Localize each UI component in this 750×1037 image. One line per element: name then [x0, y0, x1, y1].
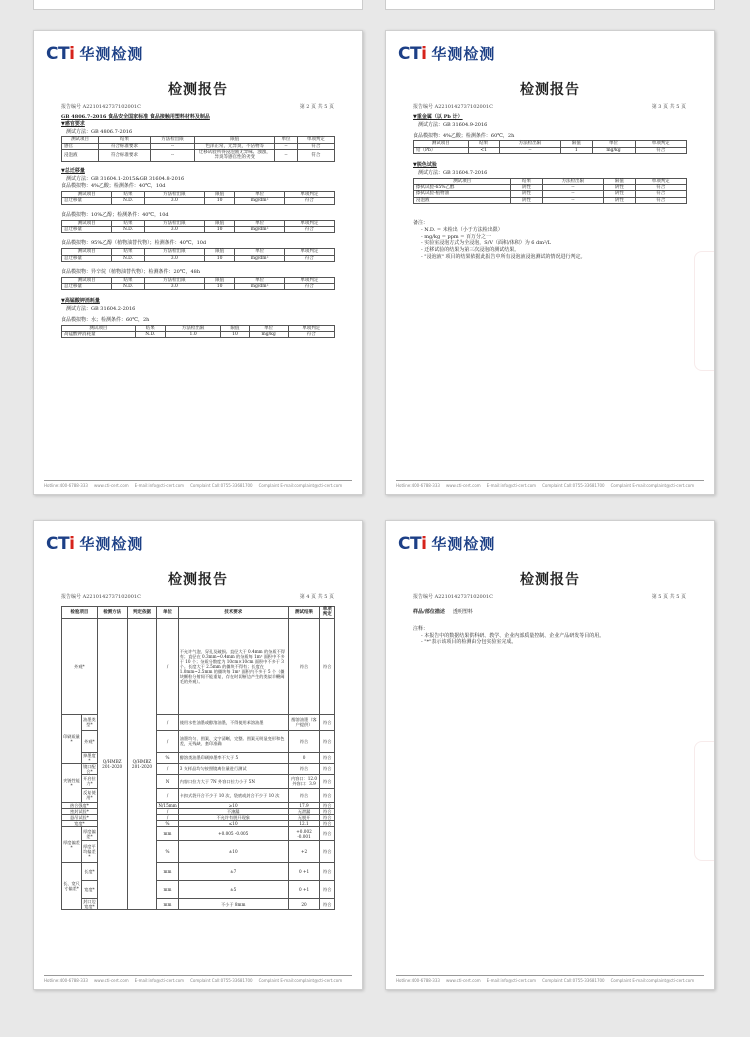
- performance-table: 检验项目 检测方法 判定依据 单位 技术要求 测试结果 单项判定 外观* Q/HMBZ 201-2020 Q/HMBZ 201-2020 / 不允许气泡、穿孔及破损。直径大于 0.4mm 的杂质不得有；直径在 0.3mm~0.4mm 的杂质每 1m² 面积中不多于 10 个；杂质分散度为 10cm×10cm 面积中不多于 3 个。长度大于 2.5mm 的僵块不得有；长度在 1.0mm~2.5mm 的僵块每 1m² 面积内不多于 5 个（僵块颗粒分射间不能重复，存在时切断边产生的类似羊鞭阔毛的外观）。 符合 符合 印刷质量* 油墨类型* / 使用水性油墨或醇溶油墨，不得使用苯溶油墨 醇溶油墨（客户提供） 符合 外观* / 油墨均匀、图案、文字清晰，完整。图案无明显变形和色差，无残缺、套印准确 符合 符合 掉墨度* % 醇溶类油墨印刷掉墨率不大于 5 0 符合 夹链性能* 镜口配合* / 3 支样品均匀按照镜离位量进行测试 符合 符合 开启拉力* N 内容口拉力大于 7N 外容口拉力小于 5N 内容口：12.0 外容口：3.9 符合 反复使用* / 卡扣式袋开合不少于 10 次，袋底或封合不少于 10 次 符合 符合 热合强度* N/15mm ≥10 17.9 符合 密封试验* / 不渗漏 无泄漏 符合 悬吊试验* / 不允许有脱开现象 无脱开 符合 宽度* % ≤10 12.1 符合 厚度偏差* 厚度偏差* mm +0.005 -0.005 +0.002 -0.001 符合 厚度平均偏差* % ±10 +2 符合 长、宽尺寸偏差* 长度* mm ±7 0 +1 符合 宽度* mm ±5 0 +1 符合 封口边宽度* mm 不小于 8mm 20 符合: [61, 606, 335, 910]
- sensory-table: 测试项目 结果 方法检出限 限值 单位 单项判定 感官 符合标准要求 -- 色泽正常，无异臭，不洁物等 -- 符合 浸泡液 符合标准要求 -- 迁移试验所得浸泡液无异味、浊浊，异臭等感官性的劣变 -- 符合: [61, 136, 335, 162]
- page-footer: Hotline:400-6788-333 www.cti-cert.com E-mail:info@cti-cert.com Complaint Call:0755-33681700 Complaint E-mail:complaint@cti-cert.com: [396, 480, 704, 488]
- table-row: 外观* Q/HMBZ 201-2020 Q/HMBZ 201-2020 / 不允许气泡、穿孔及破损。直径大于 0.4mm 的杂质不得有；直径在 0.3mm~0.4mm 的杂质每 1m² 面积中不多于 10 个；杂质分散度为 10cm×10cm 面积中不多于 3 个。长度大于 2.5mm 的僵块不得有；长度在 1.0mm~2.5mm 的僵块每 1m² 面积内不多于 5 个（僵块颗粒分射间不能重复，存在时切断边产生的类似羊鞭阔毛的外观）。 符合 符合: [62, 618, 335, 714]
- notes: 备注： - N.D. = 未检出（小于方法检出限） - mg/kg = ppm = 百万分之一 - 实验室浸泡方式为全浸泡，S/V（面积/体积）为 6 dm²/L - 迁移试验的结果为第三次浸泡的测试结果。 - "浸泡液" 项目的结果依据此报告中所有浸泡液浸泡测试的情况进行判定。: [413, 220, 586, 260]
- table-row: 擦拭试验-植物油 阴性 -- 阴性 符合: [414, 191, 687, 197]
- table-row: 擦拭试验-65%乙醇 阴性 -- 阴性 符合: [414, 184, 687, 190]
- report-number: 报告编号 A2210142737102001C: [413, 104, 493, 110]
- section-subtitle: ▼总迁移量: [61, 167, 85, 174]
- table-row: 铅（Pb） <1 -- 1 mg/kg 符合: [414, 147, 687, 153]
- page-title: 检测报告: [520, 572, 580, 588]
- sample-description: 样品/部位描述 透明塑料: [413, 609, 473, 615]
- table-row: 反复使用* / 卡扣式袋开合不少于 10 次，袋底或封合不少于 10 次 符合 符合: [62, 788, 335, 802]
- report-body: GB 4806.7-2016 食品安全国家标准 食品接触用塑料材料及制品 ▼感官要求 测试方法：GB 4806.7-2016 测试项目 结果 方法检出限 限值 单位 单项判定 感官 符合标准要求 -- 色泽正常，无异臭，不洁物等 -- 符合 浸泡液 符合标准要求 -- 迁移试验所得浸泡液无异味、浊浊，异臭等感官性的劣变 -- 符合 ▼总迁移量 测试方法：GB 31604.1-2015&GB 31604.8-2016 食品模拟物：4%乙酸；检测条件：40℃，10d 测试项目 结果 方法检出限 限值 单位 单项判定 总迁移量 N.D. 3.0 10 mg/dm² 符合 食品模拟物：10%乙醇；检测条件：40℃，10d 测试项目 结果 方法检出限 限值 单位 单项判定 总迁移量 N.D. 3.0 10 mg/dm² 符合 食品模拟物：95%乙醇（植物油替代物）；检测条件：40℃，10d 测试项目 结果 方法检出限 限值 单位 单项判定 总迁移量 N.D. 3.0 10 mg/dm² 符合 食品模拟物：异辛烷（植物油替代物）；检测条件：20℃，48h 测试项目 结果 方法检出限 限值 单位 单项判定 总迁移量 N.D. 3.0 10 mg/dm² 符合 ▼高锰酸钾消耗量 测试方法：GB 31604.2-2016 食品模拟物：水；检测条件：60℃，2h 测试项目 结果 方法检出限 限值 单位 单项判定 高锰酸钾消耗量 N.D. 1.0 10 mg/kg 符合: [61, 111, 335, 340]
- previous-page-edge: [385, 0, 715, 10]
- page-title: 检测报告: [168, 572, 228, 588]
- test-method: 测试方法：GB 31604.7-2016: [418, 169, 488, 176]
- page-footer: Hotline:400-6788-333 www.cti-cert.com E-mail:info@cti-cert.com Complaint Call:0755-33681700 Complaint E-mail:complaint@cti-cert.com: [44, 975, 352, 983]
- section-title: GB 4806.7-2016 食品安全国家标准 食品接触用塑料材料及制品: [61, 114, 210, 120]
- table-row: 总迁移量 N.D. 3.0 10 mg/dm² 符合: [62, 198, 335, 204]
- notes: 注释： - 本报告中的数据结果供科研、教学、企业内部质量控制、企业产品研发等目的用。 - "*"表示该项目的检测由分包实验室完成。: [413, 625, 605, 646]
- page-number: 第 5 页 共 5 页: [651, 594, 686, 600]
- report-number: 报告编号 A2210142737102001C: [61, 594, 141, 600]
- cti-logo: CTi 华测检测: [46, 43, 144, 64]
- section-subtitle: ▼高锰酸钾消耗量: [61, 298, 100, 305]
- table-row: 感官 符合标准要求 -- 色泽正常，无异臭，不洁物等 -- 符合: [62, 143, 335, 149]
- table-row: 总迁移量 N.D. 3.0 10 mg/dm² 符合: [62, 226, 335, 232]
- test-method: 测试方法：GB 31604.2-2016: [66, 306, 136, 313]
- page-number: 第 3 页 共 5 页: [651, 104, 686, 110]
- page-footer: Hotline:400-6788-333 www.cti-cert.com E-mail:info@cti-cert.com Complaint Call:0755-33681700 Complaint E-mail:complaint@cti-cert.com: [44, 480, 352, 488]
- table-row: 宽度* % ≤10 12.1 符合: [62, 821, 335, 827]
- table-row: 总迁移量 N.D. 3.0 10 mg/dm² 符合: [62, 284, 335, 290]
- table-row: 夹链性能* 镜口配合* / 3 支样品均匀按照镜离位量进行测试 符合 符合: [62, 763, 335, 774]
- table-row: 密封试验* / 不渗漏 无泄漏 符合: [62, 808, 335, 814]
- decolor-table: 测试项目 结果 方法检出限 限值 单项判定 擦拭试验-65%乙醇 阴性 -- 阴性 符合 擦拭试验-植物油 阴性 -- 阴性 符合 浸泡液 阴性 -- 阴性 符合: [413, 178, 687, 205]
- cti-logo: CTi 华测检测: [398, 533, 496, 554]
- table-row: 总迁移量 N.D. 3.0 10 mg/dm² 符合: [62, 255, 335, 261]
- cti-logo: CTi 华测检测: [398, 43, 496, 64]
- migration-table: 测试项目 结果 方法检出限 限值 单位 单项判定 总迁移量 N.D. 3.0 10 mg/dm² 符合: [61, 277, 335, 291]
- page-number: 第 2 页 共 5 页: [299, 104, 334, 110]
- report-number: 报告编号 A2210142737102001C: [413, 594, 493, 600]
- table-row: 外观* / 油墨均匀、图案、文字清晰，完整。图案无明显变形和色差，无残缺、套印准确 符合 符合: [62, 730, 335, 752]
- test-method: 测试方法：GB 31604.1-2015&GB 31604.8-2016: [66, 175, 185, 182]
- report-body: [61, 605, 335, 912]
- migration-table: 测试项目 结果 方法检出限 限值 单位 单项判定 总迁移量 N.D. 3.0 10 mg/dm² 符合: [61, 220, 335, 234]
- migration-table: 测试项目 结果 方法检出限 限值 单位 单项判定 总迁移量 N.D. 3.0 10 mg/dm² 符合: [61, 191, 335, 205]
- table-row: 宽度* mm ±5 0 +1 符合: [62, 881, 335, 899]
- page-title: 检测报告: [520, 82, 580, 98]
- page-footer: Hotline:400-6788-333 www.cti-cert.com E-mail:info@cti-cert.com Complaint Call:0755-33681700 Complaint E-mail:complaint@cti-cert.com: [396, 975, 704, 983]
- report-number: 报告编号 A2210142737102001C: [61, 104, 141, 110]
- watermark: [694, 741, 715, 861]
- report-page-3: [385, 30, 715, 495]
- report-body: ▼重金属（以 Pb 计） 测试方法：GB 31604.9-2016 食品模拟物：4%乙酸；检测条件：60℃，2h 测试项目 结果 方法检出限 限值 单位 单项判定 铅（Pb） <1 -- 1 mg/kg 符合 ▼脱色试验 测试方法：GB 31604.7-2016 测试项目 结果 方法检出限 限值 单项判定 擦拭试验-65%乙醇 阴性 -- 阴性 符合 擦拭试验-植物油 阴性 -- 阴性 符合 浸泡液 阴性 -- 阴性 符合 备注： - N.D. = 未检出（小于方法检出限） - mg/kg = ppm = 百万分之一 - 实验室浸泡方式为全浸泡，S/V（面积/体积）为 6 dm²/L - 迁移试验的结果为第三次浸泡的测试结果。 - "浸泡液" 项目的结果依据此报告中所有浸泡液浸泡测试的情况进行判定。: [413, 111, 687, 261]
- report-body: [413, 601, 687, 646]
- table-row: 开启拉力* N 内容口拉力大于 7N 外容口拉力小于 5N 内容口：12.0 外容口：3.9 符合: [62, 774, 335, 788]
- section-subtitle: ▼脱色试验: [413, 162, 437, 169]
- table-row: 长、宽尺寸偏差* 长度* mm ±7 0 +1 符合: [62, 863, 335, 881]
- page-title: 检测报告: [168, 82, 228, 98]
- test-method: 测试方法：GB 4806.7-2016: [66, 128, 133, 135]
- table-row: 悬吊试验* / 不允许有脱开现象 无脱开 符合: [62, 814, 335, 820]
- previous-page-edge: [33, 0, 363, 10]
- table-row: 高锰酸钾消耗量 N.D. 1.0 10 mg/kg 符合: [62, 332, 335, 338]
- table-row: 封口边宽度* mm 不小于 8mm 20 符合: [62, 899, 335, 910]
- report-page-2: [33, 30, 363, 495]
- table-row: 掉墨度* % 醇溶类油墨印刷掉墨率不大于 5 0 符合: [62, 752, 335, 763]
- table-row: 热合强度* N/15mm ≥10 17.9 符合: [62, 802, 335, 808]
- migration-table: 测试项目 结果 方法检出限 限值 单位 单项判定 总迁移量 N.D. 3.0 10 mg/dm² 符合: [61, 248, 335, 262]
- section-subtitle: ▼重金属（以 Pb 计）: [413, 114, 463, 120]
- watermark: [694, 251, 715, 371]
- heavy-metal-table: 测试项目 结果 方法检出限 限值 单位 单项判定 铅（Pb） <1 -- 1 mg/kg 符合: [413, 140, 687, 154]
- page-number: 第 4 页 共 5 页: [299, 594, 334, 600]
- top-strip: [0, 0, 750, 16]
- report-page-4: [33, 520, 363, 990]
- kmno4-table: 测试项目 结果 方法检出限 限值 单位 单项判定 高锰酸钾消耗量 N.D. 1.0 10 mg/kg 符合: [61, 325, 335, 339]
- table-row: 厚度偏差* 厚度偏差* mm +0.005 -0.005 +0.002 -0.001 符合: [62, 827, 335, 841]
- table-row: 厚度平均偏差* % ±10 +2 符合: [62, 841, 335, 863]
- section-subtitle: ▼感官要求: [61, 120, 85, 127]
- cti-logo: CTi 华测检测: [46, 533, 144, 554]
- table-row: 印刷质量* 油墨类型* / 使用水性油墨或醇溶油墨，不得使用苯溶油墨 醇溶油墨（客户提供） 符合: [62, 714, 335, 730]
- test-method: 测试方法：GB 31604.9-2016: [418, 121, 488, 128]
- table-row: 浸泡液 阴性 -- 阴性 符合: [414, 197, 687, 203]
- table-row: 浸泡液 符合标准要求 -- 迁移试验所得浸泡液无异味、浊浊，异臭等感官性的劣变 -- 符合: [62, 150, 335, 162]
- report-page-5: [385, 520, 715, 990]
